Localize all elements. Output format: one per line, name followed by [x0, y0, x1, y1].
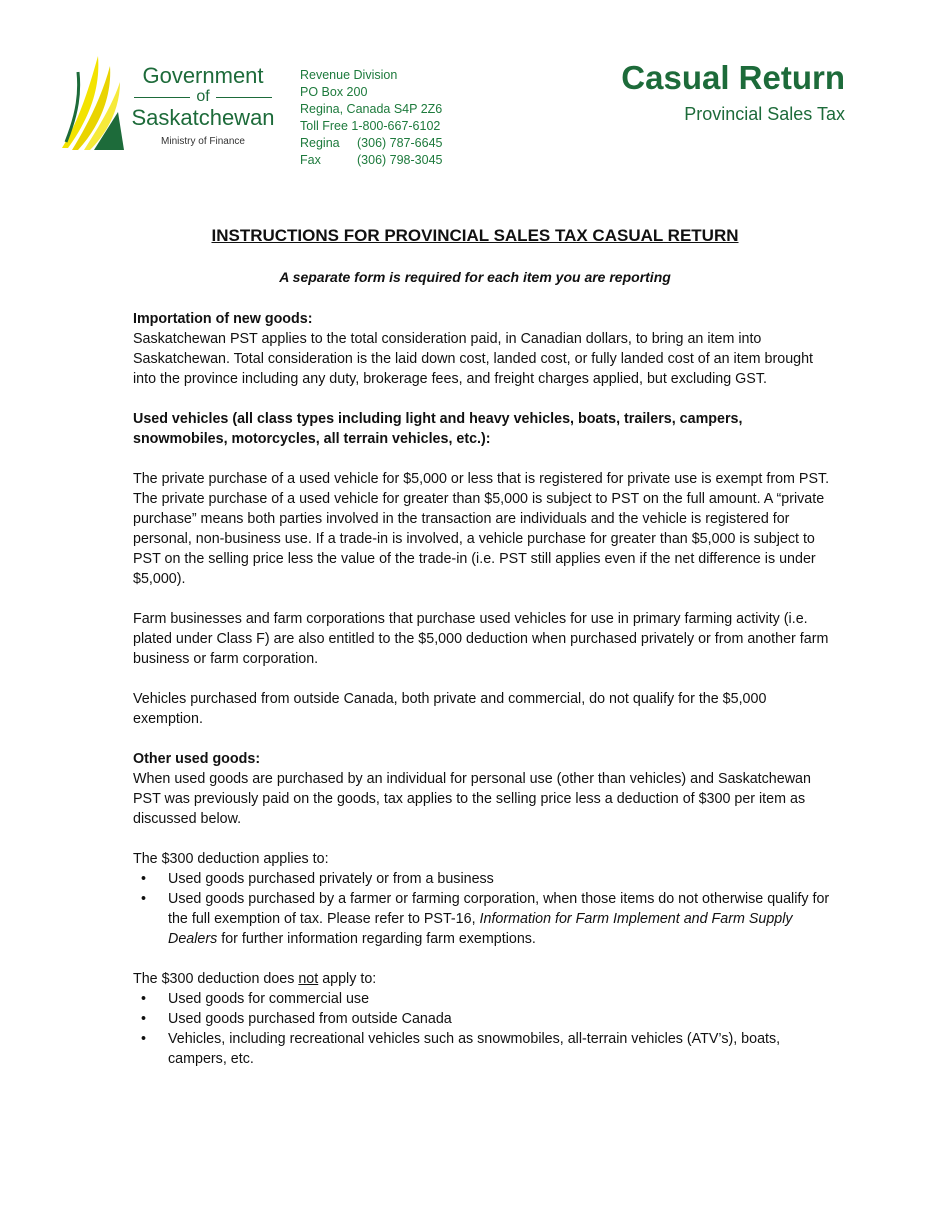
- section-body-importation: Saskatchewan PST applies to the total consideration paid, in Canadian dollars, to bring an item into Saskatchewan. Total consideration is the laid down cost, landed cost, or fully landed cost of an item brought into the province including any duty, brokerage fees, and freight charges applied, but excluding GST.: [133, 331, 814, 387]
- list-item: • Used goods purchased privately or from a business: [141, 871, 494, 887]
- list-item: • Used goods for commercial use: [141, 991, 370, 1007]
- list-item: • Used goods purchased by a farmer or farming corporation, when those items do not otherwise qualify for the full exemption of tax. Please refer to PST-16, Information for Farm Implement and Farm Supply Dealers for further information regarding farm exemptions.: [141, 891, 830, 947]
- section-heading-other-used-goods: Other used goods:: [133, 751, 261, 767]
- pst16-reference: Information for Farm Implement and Farm Supply Dealers: [168, 911, 793, 947]
- form-title-block: [621, 58, 845, 126]
- address-tollfree: Toll Free 1-800-667-6102: [300, 119, 441, 133]
- used-vehicles-paragraph-3: Vehicles purchased from outside Canada, both private and commercial, do not qualify for the $5,000 exemption.: [133, 691, 767, 727]
- deduction-not-apply-intro: The $300 deduction does not apply to:: [133, 971, 377, 987]
- instructions-subtitle: A separate form is required for each item you are reporting: [279, 269, 671, 285]
- deduction-applies-intro: The $300 deduction applies to:: [133, 851, 329, 867]
- instructions-body: [133, 309, 838, 1069]
- address-box: PO Box 200: [300, 85, 368, 99]
- logo-wordmark: [128, 64, 278, 147]
- address-division: Revenue Division: [300, 68, 398, 82]
- logo-ministry: Ministry of Finance: [161, 136, 245, 147]
- address-block: [300, 67, 442, 169]
- instructions-title: INSTRUCTIONS FOR PROVINCIAL SALES TAX CASUAL RETURN: [211, 226, 739, 245]
- saskatchewan-wheat-logo-icon: [58, 52, 138, 162]
- list-item: • Vehicles, including recreational vehicles such as snowmobiles, all-terrain vehicles (ATV’s), boats, campers, etc.: [141, 1031, 781, 1067]
- list-item: • Used goods purchased from outside Canada: [141, 1011, 452, 1027]
- logo-line-government: Government: [142, 63, 264, 88]
- logo-line-saskatchewan: Saskatchewan: [131, 105, 275, 130]
- deduction-applies-list: [133, 869, 838, 949]
- deduction-not-apply-list: [133, 989, 838, 1069]
- section-heading-importation: Importation of new goods:: [133, 311, 313, 327]
- address-regina-phone: Regina (306) 787-6645: [300, 136, 443, 150]
- logo-line-of: of: [128, 88, 278, 106]
- used-vehicles-paragraph-2: Farm businesses and farm corporations that purchase used vehicles for use in primary farming activity (i.e. plated under Class F) are also entitled to the $5,000 deduction when purchased privately or from another farm business or farm corporation.: [133, 611, 829, 667]
- address-fax: Fax (306) 798-3045: [300, 153, 443, 167]
- address-city: Regina, Canada S4P 2Z6: [300, 102, 443, 116]
- section-body-other-used-goods: When used goods are purchased by an individual for personal use (other than vehicles) and Saskatchewan PST was previously paid on the goods, tax applies to the selling price less a deduction of $300 per item as discussed below.: [133, 771, 811, 827]
- section-heading-used-vehicles: Used vehicles (all class types including light and heavy vehicles, boats, trailers, campers, snowmobiles, motorcycles, all terrain vehicles, etc.):: [133, 411, 743, 447]
- used-vehicles-paragraph-1: The private purchase of a used vehicle for $5,000 or less that is registered for private use is exempt from PST. The private purchase of a used vehicle for greater than $5,000 is subject to PST on the full amount. A “private purchase” means both parties involved in the transaction are individuals and the vehicle is registered for personal, non-business use. If a trade-in is involved, a vehicle purchase for greater than $5,000 is subject to PST on the selling price less the value of the trade-in (i.e. PST still applies even if the net difference is under $5,000).: [133, 471, 830, 587]
- form-subtitle: Provincial Sales Tax: [684, 104, 845, 124]
- form-title: Casual Return: [621, 59, 845, 96]
